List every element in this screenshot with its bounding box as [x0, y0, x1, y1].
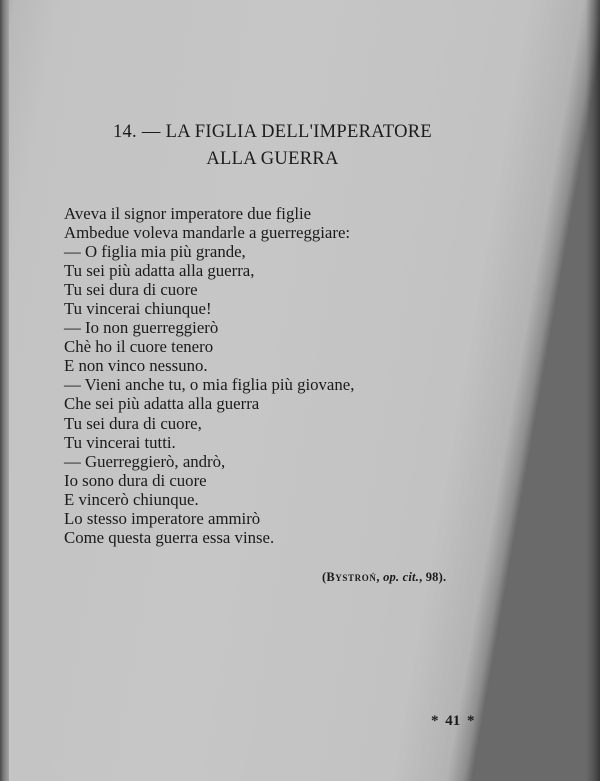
poem-line: — O figlia mia più grande, — [64, 242, 246, 262]
poem-line: — Guerreggierò, andrò, — [64, 451, 226, 471]
poem-line: Io sono dura di cuore — [64, 470, 207, 490]
poem-line: Tu sei dura di cuore — [64, 280, 198, 300]
poem-line: — Vieni anche tu, o mia figlia più giovane, — [64, 375, 355, 395]
page-binding-shadow — [0, 0, 9, 781]
citation-author: Bystroń — [326, 570, 377, 584]
poem-line: Ambedue voleva mandarle a guerreggiare: — [64, 223, 351, 243]
poem-body — [64, 204, 354, 547]
poem-line: Che sei più adatta alla guerra — [64, 394, 260, 414]
poem-line: Tu vincerai chiunque! — [64, 299, 212, 319]
page-edge-shadow — [586, 0, 600, 781]
poem-line: Chè ho il cuore tenero — [64, 337, 214, 357]
poem-line: Come questa guerra essa vinse. — [64, 527, 275, 547]
poem-line: Tu vincerai tutti. — [64, 432, 176, 452]
poem-line: Tu sei più adatta alla guerra, — [64, 261, 255, 281]
poem-line: — Io non guerreggierò — [64, 318, 219, 338]
citation-open: ( — [322, 570, 327, 584]
citation-page: , 98). — [419, 570, 447, 584]
poem-title-line-1: 14. — LA FIGLIA DELL'IMPERATORE — [112, 122, 433, 142]
poem-line: E vincerò chiunque. — [64, 489, 199, 509]
poem-line: E non vinco nessuno. — [64, 356, 208, 376]
poem-line: Lo stesso imperatore ammirò — [64, 508, 261, 528]
poem-line: Tu sei dura di cuore, — [64, 413, 202, 433]
poem-title-line-2: ALLA GUERRA — [206, 149, 339, 169]
citation-separator: , — [376, 570, 384, 584]
citation-op-cit: op. cit. — [383, 570, 420, 584]
page-number: * 41 * — [431, 713, 475, 729]
source-citation — [322, 570, 446, 585]
poem-line: Aveva il signor imperatore due figlie — [64, 204, 312, 223]
